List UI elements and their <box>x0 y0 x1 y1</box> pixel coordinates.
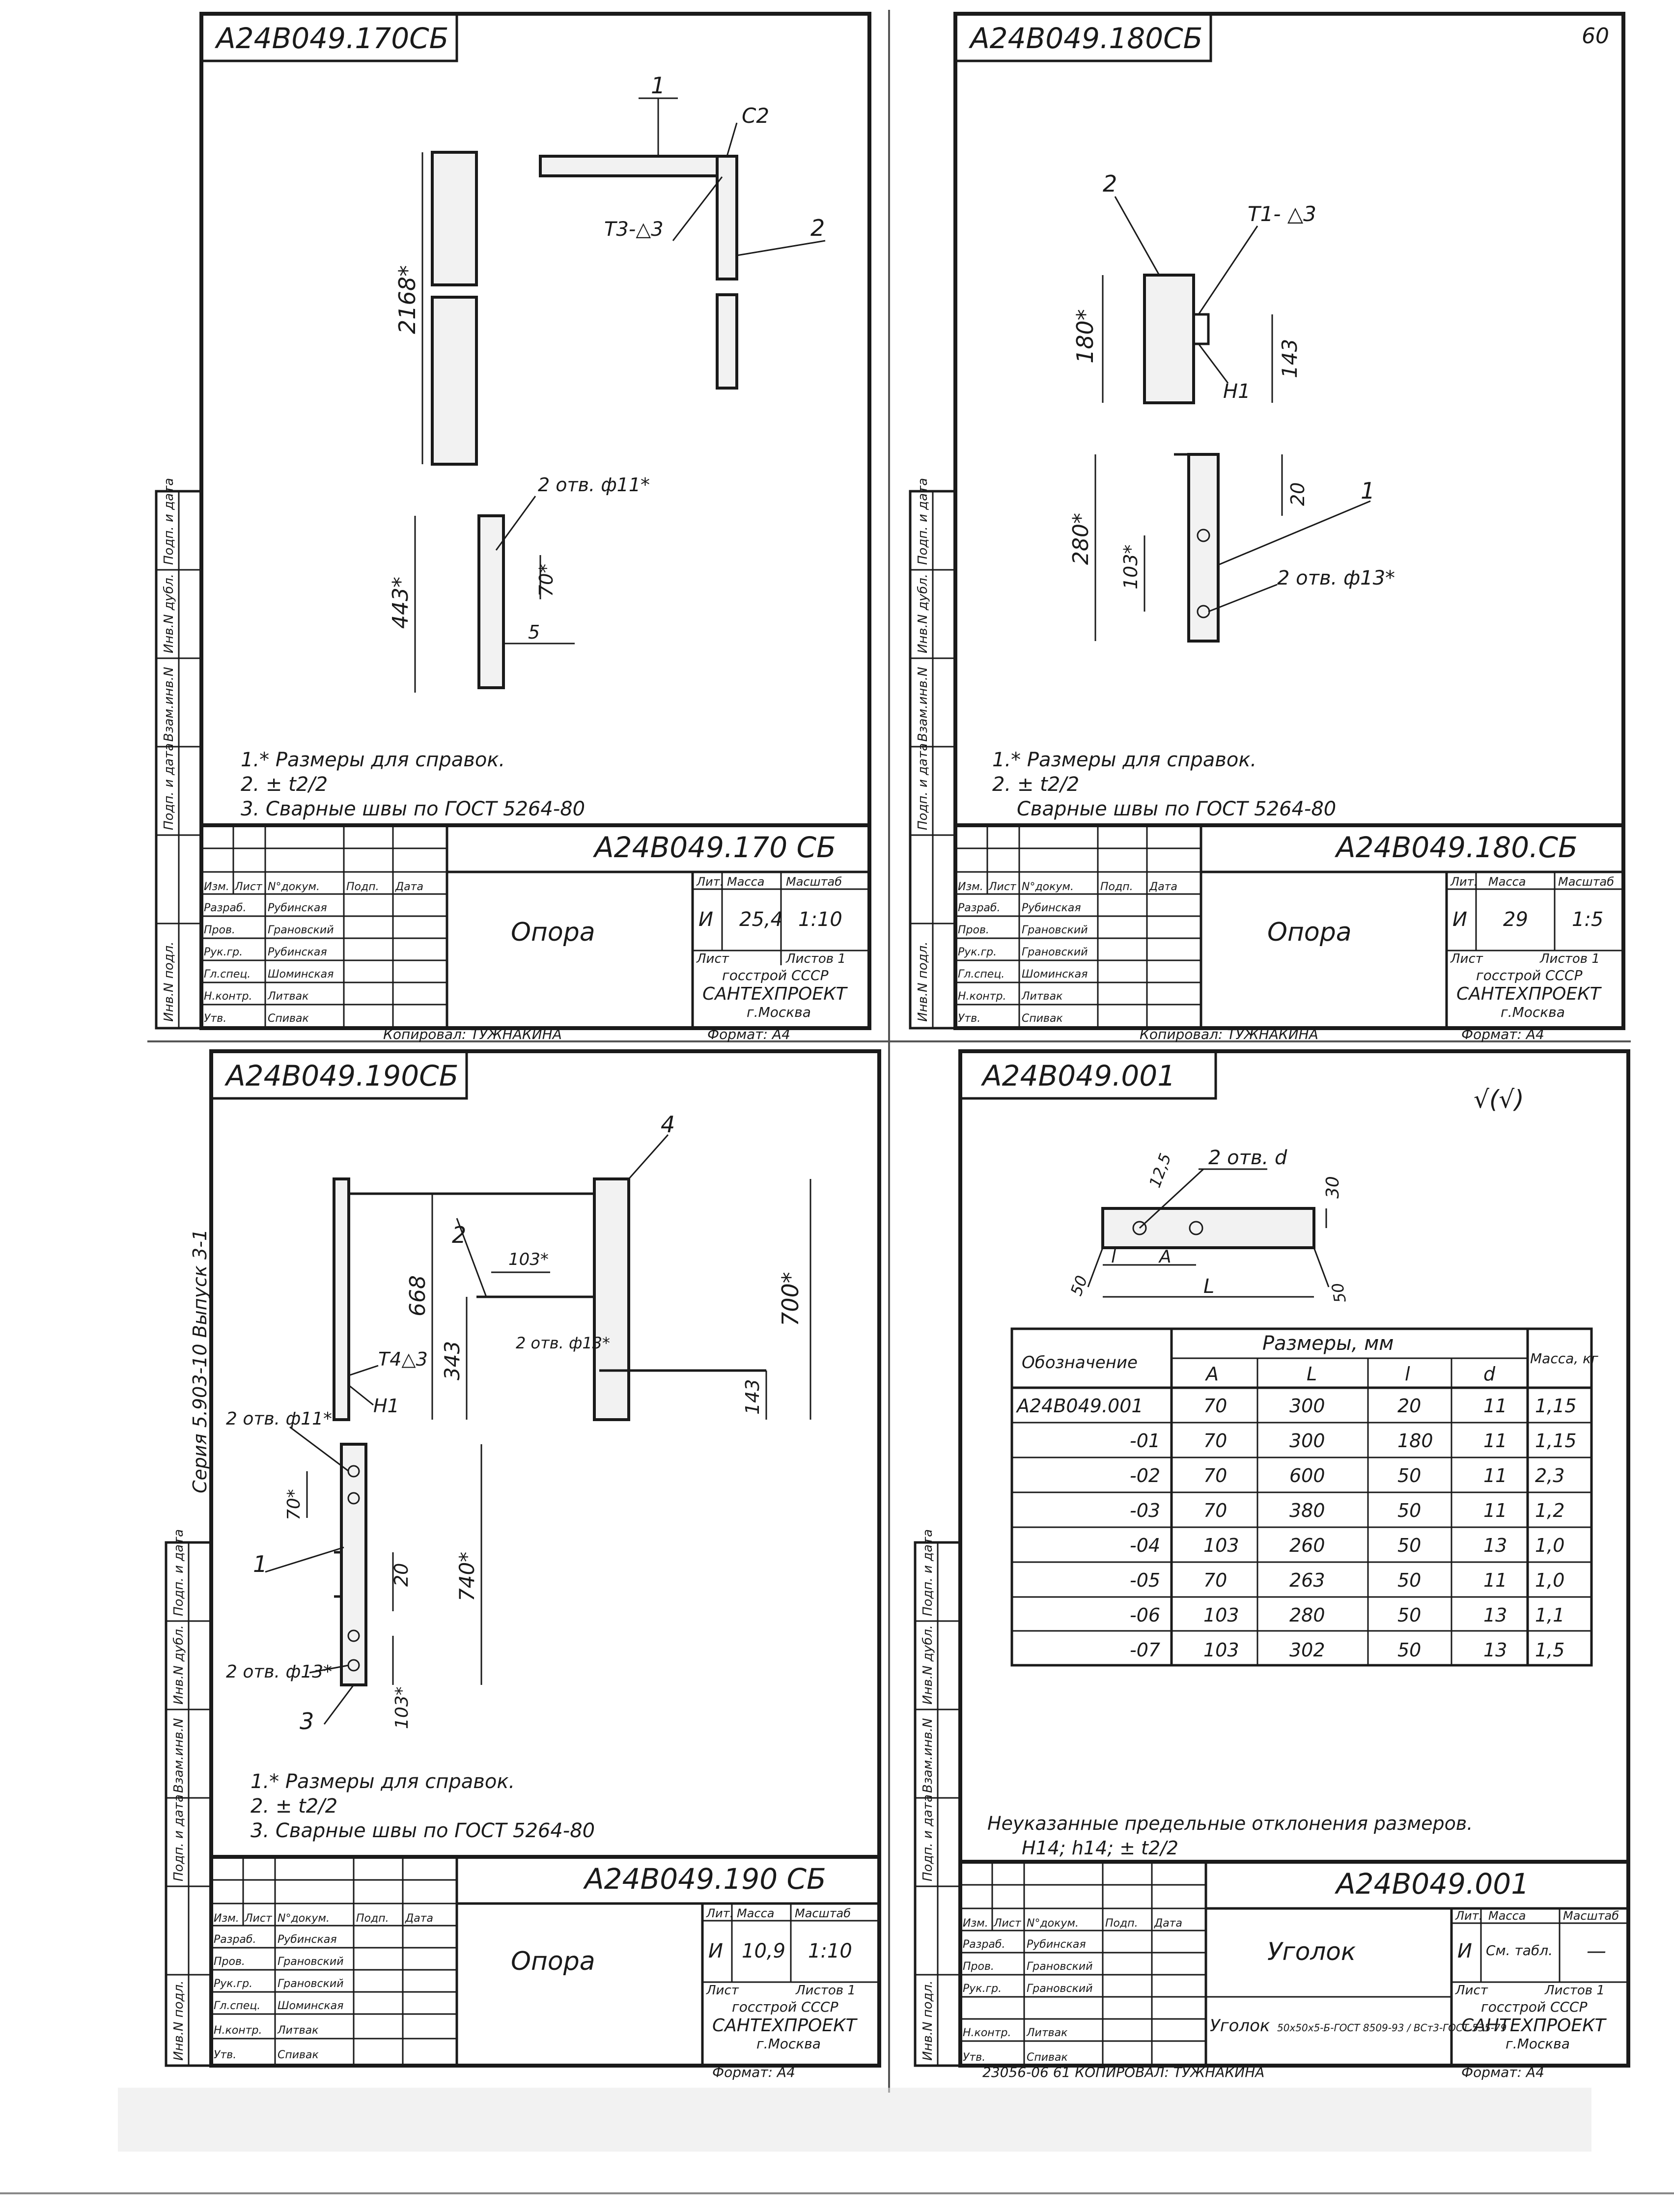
sheet-001-izm: Изм. <box>963 1917 988 1930</box>
sheet-001-r1: Разраб. <box>963 1938 1005 1951</box>
table-cell-a: 70 <box>1203 1430 1228 1452</box>
table-cell-d: 11 <box>1483 1430 1507 1452</box>
table-cell-a: 70 <box>1203 1500 1228 1521</box>
side-stamp-1: Подп. и дата <box>162 477 176 565</box>
sheet-180-scale-h: Масштаб <box>1558 875 1615 889</box>
table-cell-l: 180 <box>1397 1430 1433 1452</box>
table-cell-l: 50 <box>1397 1535 1422 1556</box>
sheet-170-c2: С2 <box>742 104 770 128</box>
sheet-180-mass: 29 <box>1503 908 1528 931</box>
side-stamp-3: Взам.инв.N <box>162 667 176 742</box>
sheet-180-scale: 1:5 <box>1572 908 1604 931</box>
table-header-mass: Масса, кг <box>1530 1350 1598 1367</box>
sheet-170-r3: Рук.гр. <box>204 946 243 958</box>
sheet-180-side-3: Взам.инв.N <box>916 667 930 742</box>
sheet-001-side-2: Инв.N дубл. <box>921 1624 935 1705</box>
sheet-190-note-2: 2. ± t2/2 <box>251 1795 338 1818</box>
sheet-170-data: Дата <box>395 881 423 893</box>
sheet-180-ndok: N°докум. <box>1022 881 1074 893</box>
sheet-190-side-3: Взам.инв.N <box>171 1718 186 1793</box>
sheet-001-roughness: √(√) <box>1474 1085 1524 1114</box>
table-cell-l: 50 <box>1397 1500 1422 1521</box>
side-stamp-4: Подп. и дата <box>162 743 176 830</box>
sheet-170-listov: Листов 1 <box>786 952 846 966</box>
sheet-170-n3: Рубинская <box>268 946 327 958</box>
sheet-001-lit-h: Лит. <box>1455 1909 1483 1923</box>
sheet-190-r3: Рук.гр. <box>214 1978 253 1990</box>
sheet-190-pos-2: 2 <box>452 1222 467 1248</box>
table-cell-L: 300 <box>1289 1430 1325 1452</box>
sheet-170-r5: Н.контр. <box>204 990 252 1003</box>
table-cell-designation: -05 <box>1130 1569 1161 1591</box>
sheet-180-n6: Спивак <box>1022 1012 1063 1025</box>
sheet-170-n1: Рубинская <box>268 902 327 914</box>
sheet-190-data: Дата <box>405 1912 433 1925</box>
sheet-001-dim-a: А <box>1159 1247 1172 1267</box>
sheet-190-list: Лист <box>706 1983 739 1998</box>
sheet-170-dim-443: 443* <box>388 577 413 629</box>
table-cell-a: 103 <box>1203 1604 1239 1626</box>
table-cell-mass: 1,1 <box>1535 1604 1565 1626</box>
sheet-190-top-label: А24В049.190СБ <box>226 1059 459 1092</box>
table-header-dims: Размеры, мм <box>1262 1332 1394 1355</box>
sheet-170-list: Лист <box>697 952 729 966</box>
sheet-001-dim-50b: 50 <box>1328 1281 1350 1305</box>
table-cell-d: 11 <box>1483 1395 1507 1417</box>
sheet-170-title: Опора <box>511 918 595 947</box>
sheet-170-n4: Шоминская <box>268 968 334 980</box>
sheet-180-org1: госстрой СССР <box>1476 967 1583 983</box>
table-header-d: d <box>1483 1363 1496 1385</box>
table-cell-L: 600 <box>1289 1465 1325 1486</box>
sheet-180-copied: Копировал: ТУЖНАКИНА <box>1140 1026 1318 1042</box>
table-cell-mass: 1,15 <box>1535 1430 1577 1452</box>
sheet-190-massa-h: Масса <box>737 1906 775 1920</box>
side-stamp-5: Инв.N подл. <box>162 941 176 1022</box>
sheet-190-n1: Рубинская <box>278 1933 337 1946</box>
sheet-180-r2: Пров. <box>958 924 989 936</box>
sheet-190-r1: Разраб. <box>214 1933 256 1946</box>
sheet-180-dim-143: 143 <box>1278 338 1302 378</box>
table-cell-L: 300 <box>1289 1395 1325 1417</box>
sheet-190-dim-20: 20 <box>391 1563 412 1587</box>
table-header-a: А <box>1206 1363 1219 1385</box>
sheet-001-mass: См. табл. <box>1486 1942 1553 1959</box>
sheet-190-n3: Грановский <box>278 1978 344 1990</box>
sheet-001-dim-125: 12,5 <box>1145 1150 1175 1190</box>
sheet-180-izm: Изм. <box>958 881 983 893</box>
sheet-170-izm: Изм. <box>204 881 229 893</box>
sheet-001-podp: Подп. <box>1105 1917 1138 1930</box>
sheet-190-side-5: Инв.N подл. <box>171 1980 186 2061</box>
sheet-170-ndok: N°докум. <box>268 881 320 893</box>
sheet-180-dim-103: 103* <box>1120 544 1142 589</box>
sheet-170-list-h: Лист <box>235 881 262 893</box>
sheet-190-mass: 10,9 <box>742 1940 786 1962</box>
sheet-001-format: Формат: А4 <box>1461 2064 1544 2080</box>
sheet-190-n5: Литвак <box>278 2024 319 2037</box>
table-cell-d: 13 <box>1483 1535 1507 1556</box>
sheet-001-doc-number: А24В049.001 <box>1336 1867 1530 1901</box>
table-cell-a: 103 <box>1203 1639 1239 1661</box>
sheet-001-title: Уголок <box>1267 1937 1356 1966</box>
sheet-180-side-2: Инв.N дубл. <box>916 573 930 653</box>
sheet-180-note-2: 2. ± t2/2 <box>992 773 1080 796</box>
sheet-001-org3: г.Москва <box>1506 2036 1570 2052</box>
sheet-190-holes13: 2 отв. ф13* <box>516 1334 611 1352</box>
sheet-190-r6: Утв. <box>214 2049 237 2061</box>
sheet-190-ndok: N°докум. <box>278 1912 330 1925</box>
sheet-190-pos-1: 1 <box>253 1551 268 1577</box>
table-cell-d: 13 <box>1483 1639 1507 1661</box>
table-cell-designation: -02 <box>1130 1465 1161 1486</box>
sheet-170-r2: Пров. <box>204 924 235 936</box>
page-number: 60 <box>1582 24 1609 49</box>
sheet-170-pos-2: 2 <box>810 215 825 241</box>
table-cell-a: 70 <box>1203 1395 1228 1417</box>
sheet-180-dim-280: 280* <box>1068 513 1093 565</box>
sheet-190-listov: Листов 1 <box>796 1983 856 1998</box>
sheet-190-org1: госстрой СССР <box>732 1999 838 2015</box>
side-stamp-2: Инв.N дубл. <box>162 573 176 653</box>
sheet-180-lit: И <box>1452 908 1467 931</box>
sheet-180-data: Дата <box>1149 881 1177 893</box>
sheet-001-lit: И <box>1457 1940 1472 1962</box>
sheet-001-note: Неуказанные предельные отклонения размеров. <box>987 1813 1473 1834</box>
sheet-001-org2: САНТЕХПРОЕКТ <box>1461 2016 1606 2036</box>
sheet-001-side-1: Подп. и дата <box>921 1529 935 1616</box>
sheet-170-scale: 1:10 <box>798 908 842 931</box>
sheet-190-scale: 1:10 <box>808 1940 852 1962</box>
sheet-001-data: Дата <box>1154 1917 1182 1930</box>
sheet-190-r2: Пров. <box>214 1956 245 1968</box>
sheet-190-side-1: Подп. и дата <box>171 1529 186 1616</box>
sheet-001-top-label: А24В049.001 <box>982 1059 1176 1092</box>
sheet-180-r3: Рук.гр. <box>958 946 997 958</box>
sheet-180-list-h: Лист <box>989 881 1016 893</box>
sheet-001-list-h: Лист <box>994 1917 1021 1930</box>
sheet-190-dim-70: 70* <box>284 1489 304 1520</box>
sheet-180-org3: г.Москва <box>1501 1004 1565 1020</box>
table-cell-designation: -03 <box>1130 1500 1161 1521</box>
sheet-180-top-label: А24В049.180СБ <box>970 22 1203 55</box>
table-cell-a: 70 <box>1203 1465 1228 1486</box>
sheet-190-lit: И <box>708 1940 723 1962</box>
sheet-190-r5: Н.контр. <box>214 2024 262 2037</box>
sheet-170-n5: Литвак <box>268 990 309 1003</box>
sheet-001-scale: — <box>1587 1940 1606 1962</box>
table-cell-a: 103 <box>1203 1535 1239 1556</box>
sheet-170-mass: 25,4 <box>739 908 783 931</box>
sheet-170-weld: Т3-△3 <box>604 218 664 241</box>
sheet-170-doc-number: А24В049.170 СБ <box>594 831 836 864</box>
sheet-180-org2: САНТЕХПРОЕКТ <box>1456 984 1601 1004</box>
sheet-170-note-3: 3. Сварные швы по ГОСТ 5264-80 <box>241 798 586 820</box>
table-cell-l: 50 <box>1397 1569 1422 1591</box>
sheet-180-r1: Разраб. <box>958 902 1001 914</box>
sheet-180-massa-h: Масса <box>1488 875 1526 889</box>
table-cell-designation: -06 <box>1130 1604 1161 1626</box>
table-cell-mass: 1,0 <box>1535 1535 1565 1556</box>
sheet-180-h1: Н1 <box>1223 380 1251 403</box>
sheet-190-side-4: Подп. и дата <box>171 1794 186 1881</box>
sheet-170-dim-5: 5 <box>528 621 540 643</box>
sheet-170-holes: 2 отв. ф11* <box>538 474 650 496</box>
sheet-180-podp: Подп. <box>1100 881 1133 893</box>
sheet-180-side-4: Подп. и дата <box>916 743 930 830</box>
table-cell-mass: 2,3 <box>1535 1465 1565 1486</box>
table-cell-designation: -04 <box>1130 1535 1161 1556</box>
sheet-170-n2: Грановский <box>268 924 334 936</box>
sheet-190-dim-343: 343 <box>440 1341 464 1380</box>
sheet-190-side-2: Инв.N дубл. <box>171 1624 186 1705</box>
sheet-001-n2: Грановский <box>1027 1960 1093 1973</box>
sheet-190-r4: Гл.спец. <box>214 2000 261 2012</box>
sheet-190-izm: Изм. <box>214 1912 239 1925</box>
table-cell-L: 260 <box>1289 1535 1325 1556</box>
sheet-001-dim-50a: 50 <box>1066 1273 1091 1298</box>
sheet-190-org2: САНТЕХПРОЕКТ <box>712 2016 857 2036</box>
sheet-001-side-5: Инв.N подл. <box>921 1980 935 2061</box>
sheet-180-lit-h: Лит. <box>1451 875 1478 889</box>
sheet-001-dim-30: 30 <box>1323 1176 1343 1199</box>
table-header-l: l <box>1405 1363 1410 1385</box>
sheet-001-listov: Листов 1 <box>1545 1983 1605 1998</box>
sheet-170-podp: Подп. <box>346 881 379 893</box>
sheet-180-listov: Листов 1 <box>1540 952 1600 966</box>
sheet-190-dim-103b: 103* <box>392 1686 412 1729</box>
sheet-190-dim-700: 700* <box>777 1272 804 1326</box>
sheet-190-dim-143: 143 <box>742 1379 763 1415</box>
sheet-180-dim-20: 20 <box>1287 482 1309 506</box>
sheet-180-r6: Утв. <box>958 1012 981 1025</box>
sheet-190-pos-3: 3 <box>300 1708 314 1735</box>
sheet-170-lit: И <box>698 908 713 931</box>
sheet-170-r6: Утв. <box>204 1012 227 1025</box>
sheet-001-n6: Спивак <box>1027 2051 1068 2064</box>
sheet-180-holes: 2 отв. ф13* <box>1277 567 1395 589</box>
table-cell-l: 20 <box>1397 1395 1422 1417</box>
sheet-190-holes13b: 2 отв. ф13* <box>226 1662 333 1682</box>
sheet-180-note-1: 1.* Размеры для справок. <box>992 749 1257 771</box>
sheet-180-pos-1: 1 <box>1361 477 1375 504</box>
table-cell-mass: 1,5 <box>1535 1639 1565 1661</box>
sheet-190-lit-h: Лит. <box>706 1906 734 1920</box>
sheet-180-n4: Шоминская <box>1022 968 1088 980</box>
sheet-001-material-name: Уголок <box>1210 2016 1270 2036</box>
sheet-190-h1: Н1 <box>373 1395 399 1417</box>
sheet-190-dim-103: 103* <box>508 1250 549 1269</box>
scan-noise <box>118 2088 1591 2152</box>
series-note: Серия 5.903-10 Выпуск 3-1 <box>189 1229 211 1493</box>
sheet-170-note-1: 1.* Размеры для справок. <box>241 749 505 771</box>
table-cell-d: 11 <box>1483 1465 1507 1486</box>
sheet-180-n3: Грановский <box>1022 946 1088 958</box>
sheet-170-org1: госстрой СССР <box>722 967 829 983</box>
sheet-180-format: Формат: А4 <box>1461 1026 1544 1042</box>
sheet-170-dim-2168: 2168* <box>394 265 420 334</box>
sheet-190-doc-number: А24В049.190 СБ <box>585 1862 826 1896</box>
sheet-170-r1: Разраб. <box>204 902 247 914</box>
table-cell-mass: 1,2 <box>1535 1500 1565 1521</box>
sheet-001-r5: Н.контр. <box>963 2027 1011 2039</box>
sheet-180-doc-number: А24В049.180.СБ <box>1336 831 1578 864</box>
sheet-190-list-h: Лист <box>245 1912 272 1925</box>
sheet-180-side-5: Инв.N подл. <box>916 941 930 1022</box>
sheet-001-list: Лист <box>1455 1983 1488 1998</box>
sheet-190-dim-740: 740* <box>455 1551 479 1601</box>
copy-note: 23056-06 61 КОПИРОВАЛ: ТУЖНАКИНА <box>982 2064 1265 2080</box>
table-cell-L: 302 <box>1289 1639 1325 1661</box>
sheet-170-scale-h: Масштаб <box>786 875 842 889</box>
table-cell-d: 11 <box>1483 1500 1507 1521</box>
table-cell-designation: -01 <box>1130 1430 1161 1452</box>
sheet-001-dim-L: L <box>1203 1275 1215 1298</box>
sheet-180-dim-180: 180* <box>1072 309 1098 364</box>
sheet-190-org3: г.Москва <box>756 2036 821 2052</box>
table-cell-L: 380 <box>1289 1500 1325 1521</box>
sheet-001-note2: Н14; h14; ± t2/2 <box>1022 1837 1179 1859</box>
table-cell-mass: 1,0 <box>1535 1569 1565 1591</box>
sheet-180-weld: Т1- △3 <box>1248 202 1316 226</box>
table-cell-designation: А24В049.001 <box>1017 1395 1144 1417</box>
sheet-001-ndok: N°докум. <box>1027 1917 1079 1930</box>
table-cell-mass: 1,15 <box>1535 1395 1577 1417</box>
sheet-190-title: Опора <box>511 1947 595 1976</box>
sheet-001-r6: Утв. <box>963 2051 986 2064</box>
sheet-190-pos-4: 4 <box>661 1111 675 1138</box>
sheet-180-r5: Н.контр. <box>958 990 1006 1003</box>
sheet-190-holes11: 2 отв. ф11* <box>226 1409 333 1429</box>
sheet-180-title: Опора <box>1267 918 1352 947</box>
sheet-190-n4: Шоминская <box>278 2000 344 2012</box>
sheet-190-format: Формат: А4 <box>712 2064 795 2080</box>
sheet-190-note-1: 1.* Размеры для справок. <box>251 1770 515 1793</box>
sheet-001-scale-h: Масштаб <box>1563 1909 1619 1923</box>
sheet-001-side-4: Подп. и дата <box>921 1794 935 1881</box>
sheet-001-material-spec: 50х50х5-Б-ГОСТ 8509-93 / ВСт3-ГОСТ 535-79 <box>1277 2022 1507 2034</box>
sheet-001-org1: госстрой СССР <box>1481 1999 1588 2015</box>
sheet-001-dim-l: l <box>1111 1247 1116 1267</box>
sheet-190-weld: Т4△3 <box>378 1348 428 1370</box>
sheet-001-n3: Грановский <box>1027 1983 1093 1995</box>
sheet-170-org2: САНТЕХПРОЕКТ <box>702 984 847 1004</box>
sheet-001-r2: Пров. <box>963 1960 994 1973</box>
sheet-170-dim-70: 70* <box>535 563 557 597</box>
sheet-170-note-2: 2. ± t2/2 <box>241 773 328 796</box>
table-header-designation: Обозначение <box>1022 1353 1138 1372</box>
table-header-L: L <box>1307 1363 1317 1385</box>
sheet-190-note-3: 3. Сварные швы по ГОСТ 5264-80 <box>251 1820 595 1842</box>
table-cell-l: 50 <box>1397 1639 1422 1661</box>
sheet-170-org3: г.Москва <box>747 1004 811 1020</box>
sheet-170-n6: Спивак <box>268 1012 309 1025</box>
sheet-190-n6: Спивак <box>278 2049 319 2061</box>
sheet-190-scale-h: Масштаб <box>795 1906 851 1920</box>
sheet-001-n5: Литвак <box>1027 2027 1068 2039</box>
table-cell-designation: -07 <box>1130 1639 1161 1661</box>
sheet-180-r4: Гл.спец. <box>958 968 1005 980</box>
table-cell-l: 50 <box>1397 1465 1422 1486</box>
sheet-190-dim-668: 668 <box>405 1275 430 1316</box>
sheet-170-r4: Гл.спец. <box>204 968 251 980</box>
sheet-190-n2: Грановский <box>278 1956 344 1968</box>
sheet-170-copied: Копировал: ТУЖНАКИНА <box>383 1026 562 1042</box>
table-cell-l: 50 <box>1397 1604 1422 1626</box>
sheet-190-podp: Подп. <box>356 1912 389 1925</box>
sheet-170-pos-1: 1 <box>651 72 666 99</box>
sheet-170-massa-h: Масса <box>727 875 765 889</box>
sheet-180-n1: Рубинская <box>1022 902 1081 914</box>
sheet-180-note-3: Сварные швы по ГОСТ 5264-80 <box>1017 798 1337 820</box>
sheet-180-n5: Литвак <box>1022 990 1063 1003</box>
table-cell-d: 11 <box>1483 1569 1507 1591</box>
table-cell-L: 263 <box>1289 1569 1325 1591</box>
sheet-001-massa-h: Масса <box>1488 1909 1526 1923</box>
sheet-001-n1: Рубинская <box>1027 1938 1086 1951</box>
sheet-170-lit-h: Лит. <box>697 875 724 889</box>
table-cell-a: 70 <box>1203 1569 1228 1591</box>
table-cell-d: 13 <box>1483 1604 1507 1626</box>
sheet-001-r3: Рук.гр. <box>963 1983 1002 1995</box>
sheet-001-side-3: Взам.инв.N <box>921 1718 935 1793</box>
table-cell-L: 280 <box>1289 1604 1325 1626</box>
sheet-180-side-1: Подп. и дата <box>916 477 930 565</box>
sheet-180-pos-2: 2 <box>1103 170 1117 197</box>
sheet-180-n2: Грановский <box>1022 924 1088 936</box>
sheet-180-list: Лист <box>1451 952 1483 966</box>
sheet-001-holes: 2 отв. d <box>1208 1147 1287 1169</box>
sheet-170-format: Формат: А4 <box>707 1026 790 1042</box>
sheet-170-top-label: А24В049.170СБ <box>216 22 449 55</box>
